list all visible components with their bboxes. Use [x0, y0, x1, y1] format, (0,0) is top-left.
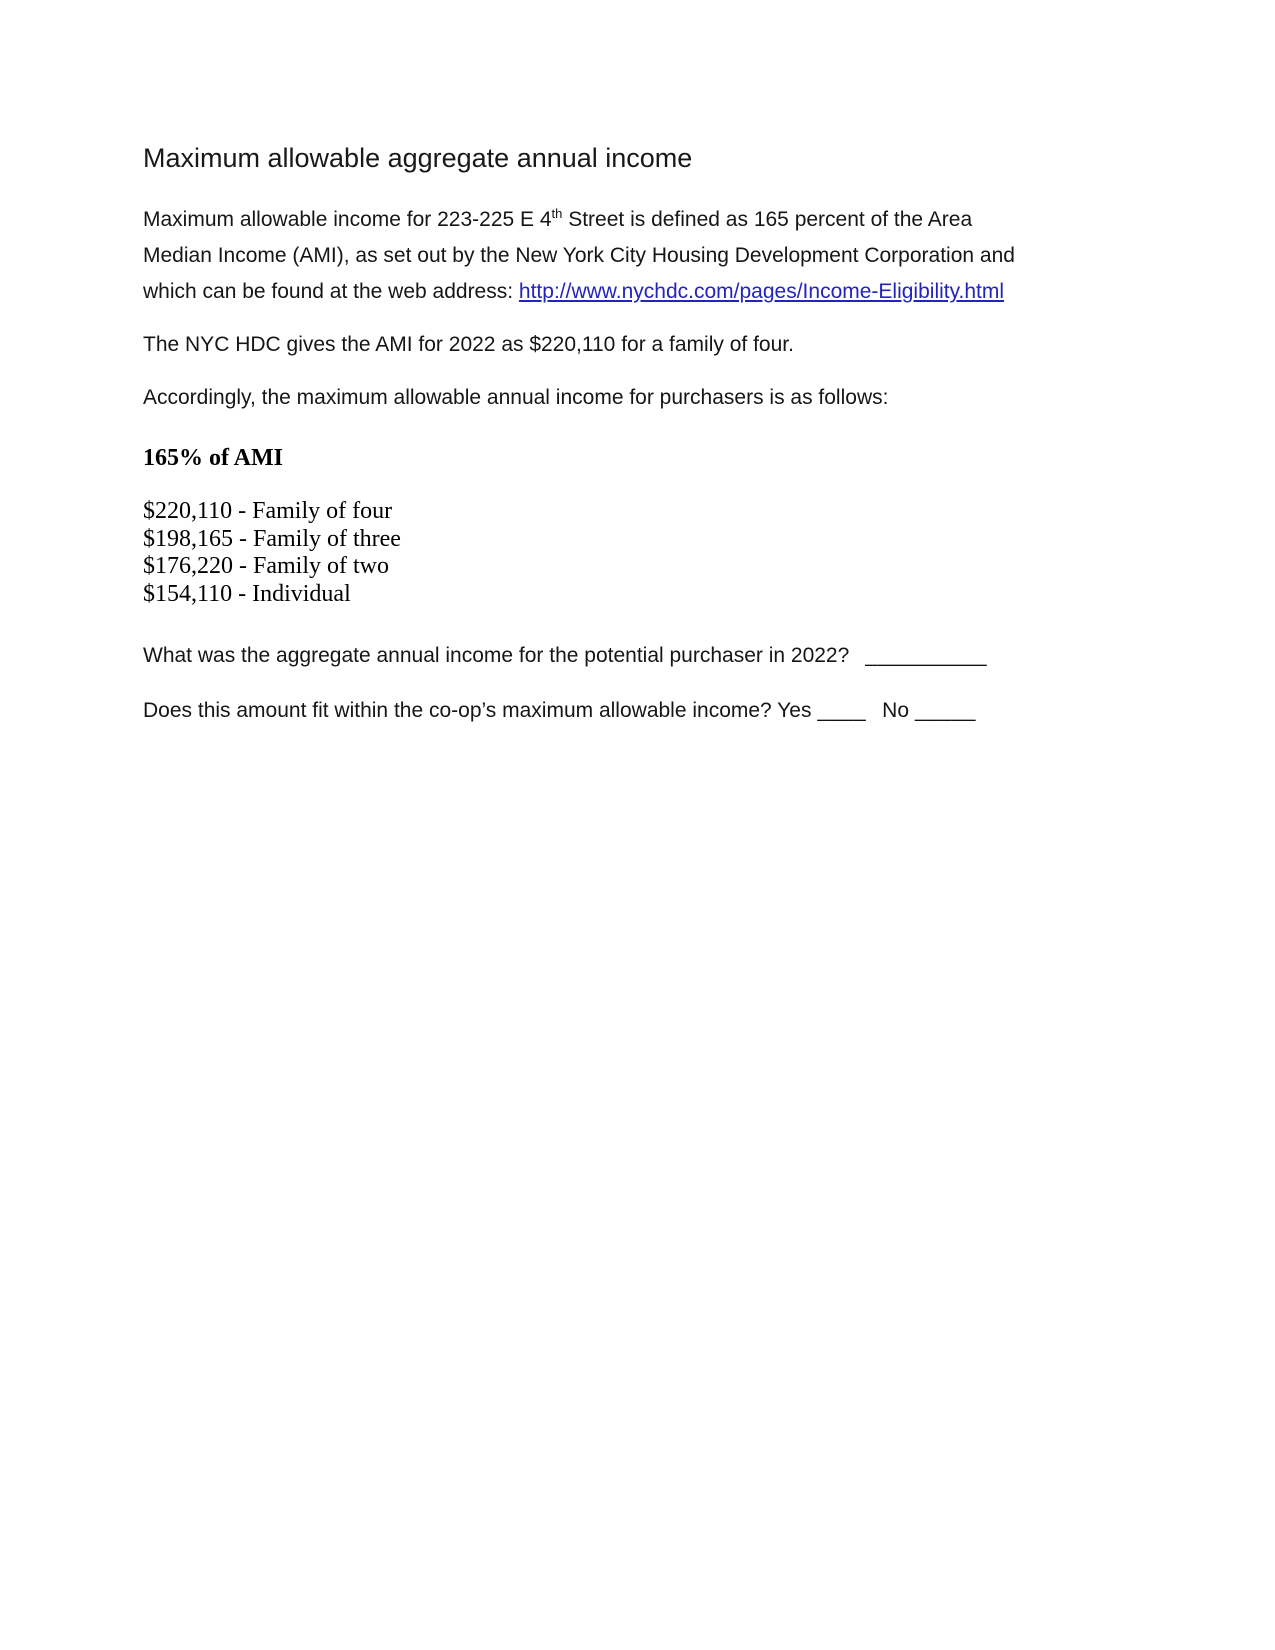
intro-line-1-post: Street is defined as 165 percent of the Area — [562, 208, 973, 231]
question-fits-maximum-text: Does this amount fit within the co-op’s maximum allowable income? Yes — [143, 699, 812, 722]
intro-line-3-pre: which can be found at the web address: — [143, 280, 519, 303]
question-aggregate-income-text: What was the aggregate annual income for the potential purchaser in 2022? — [143, 644, 850, 667]
page-content — [0, 0, 1275, 729]
income-tier-family-of-four: $220,110 - Family of four — [143, 498, 393, 524]
intro-line-3 — [143, 274, 1130, 310]
no-label: No — [882, 699, 910, 722]
income-tier-family-of-three: $198,165 - Family of three — [143, 525, 401, 552]
ordinal-superscript: th — [551, 206, 563, 221]
intro-line-1 — [143, 202, 1130, 238]
accordingly-statement: Accordingly, the maximum allowable annual income for purchasers is as follows: — [143, 386, 889, 409]
page-title: Maximum allowable aggregate annual income — [143, 143, 693, 173]
ami-percentage-heading: 165% of AMI — [143, 445, 283, 471]
income-tier-individual: $154,110 - Individual — [143, 580, 351, 607]
income-tier-list — [143, 498, 1130, 608]
aggregate-income-answer-blank: __________ — [865, 644, 988, 667]
intro-line-2: Median Income (AMI), as set out by the New York City Housing Development Corporation and — [143, 244, 1015, 267]
intro-paragraph — [143, 202, 1130, 310]
income-tier-family-of-two: $176,220 - Family of two — [143, 553, 389, 579]
question-fits-maximum — [143, 693, 1130, 729]
ami-2022-statement: The NYC HDC gives the AMI for 2022 as $220,110 for a family of four. — [143, 333, 794, 356]
no-answer-blank: _____ — [915, 699, 976, 722]
intro-line-1-pre: Maximum allowable income for 223-225 E 4 — [143, 208, 552, 231]
question-aggregate-income — [143, 638, 1130, 674]
yes-answer-blank: ____ — [817, 699, 867, 722]
income-eligibility-link[interactable]: http://www.nychdc.com/pages/Income-Eligibility.html — [518, 280, 1005, 303]
